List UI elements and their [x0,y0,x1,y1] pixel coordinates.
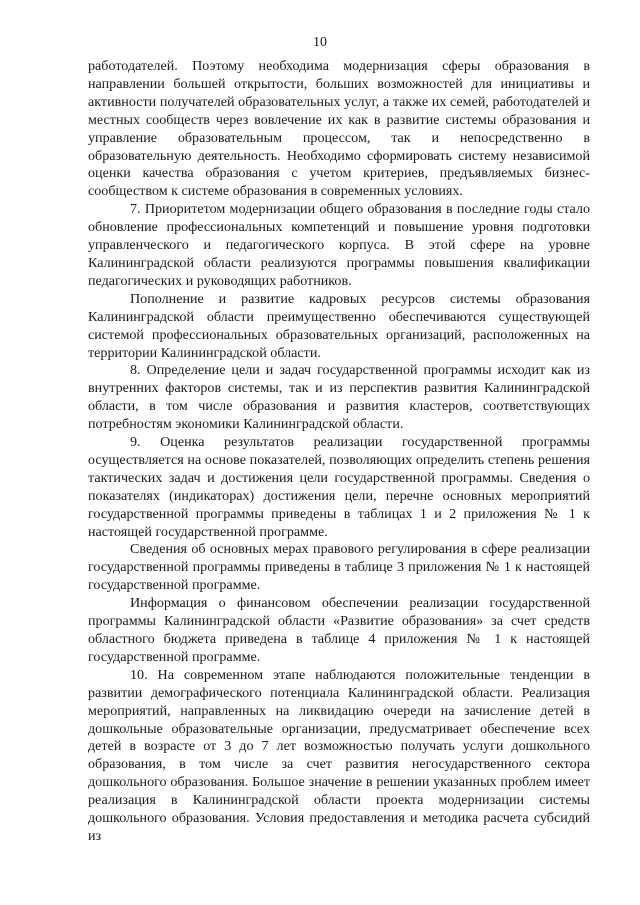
paragraph-personnel: Пополнение и развитие кадровых ресурсов системы образования Калининградской области преимущественно обеспечиваются существующей системой профессиональных образовательных организаций, расположенных на территории Калининградской области. [88,290,590,361]
paragraph-legal-measures: Сведения об основных мерах правового регулирования в сфере реализации государственной программы приведены в таблице 3 приложения № 1 к настоящей государственной программе. [88,541,590,594]
paragraph-continuation: работодателей. Поэтому необходима модернизация сферы образования в направлении большей открытости, больших возможностей для инициативы и активности получателей образовательных услуг, а также их семей, работодателей и местных сообществ через вовлечение их как в развитие системы образования и управление образовательным процессом, так и непосредственно в образовательную деятельность. Необходимо сформировать систему независимой оценки качества образования с учетом критериев, предъявляемых бизнес-сообществом к системе образования в современных условиях. [88,58,590,200]
document-body [88,58,590,846]
paragraph-8: 8. Определение цели и задач государственной программы исходит как из внутренних факторов системы, так и из перспектив развития Калининградской области, в том числе образования и развития кластеров, соответствующих потребностям экономики Калининградской области. [88,362,590,433]
paragraph-9: 9. Оценка результатов реализации государственной программы осуществляется на основе показателей, позволяющих определить степень решения тактических задач и достижения цели государственной программы. Сведения о показателях (индикаторах) достижения цели, перечне основных мероприятий государственной программы приведены в таблицах 1 и 2 приложения № 1 к настоящей государственной программе. [88,434,590,540]
paragraph-7: 7. Приоритетом модернизации общего образования в последние годы стало обновление профессиональных компетенций и повышение уровня подготовки управленческого и педагогического корпуса. В этой сфере на уровне Калининградской области реализуются программы повышения квалификации педагогических и руководящих работников. [88,201,590,289]
paragraph-financing: Информация о финансовом обеспечении реализации государственной программы Калининградской области «Развитие образования» за счет средств областного бюджета приведена в таблице 4 приложения № 1 к настоящей государственной программе. [88,595,590,665]
paragraph-10: 10. На современном этапе наблюдаются положительные тенденции в развитии демографического потенциала Калининградской области. Реализация мероприятий, направленных на ликвидацию очереди на зачисление детей в дошкольные образовательные организации, предусматривает обеспечение всех детей в возрасте от 3 до 7 лет возможностью получать услуги дошкольного образования, в том числе за счет развития негосударственного сектора дошкольного образования. Большое значение в решении указанных проблем имеет реализация в Калининградской области проекта модернизации системы дошкольного образования. Условия предоставления и методика расчета субсидий из [88,666,590,844]
page-number: 10 [313,35,327,50]
